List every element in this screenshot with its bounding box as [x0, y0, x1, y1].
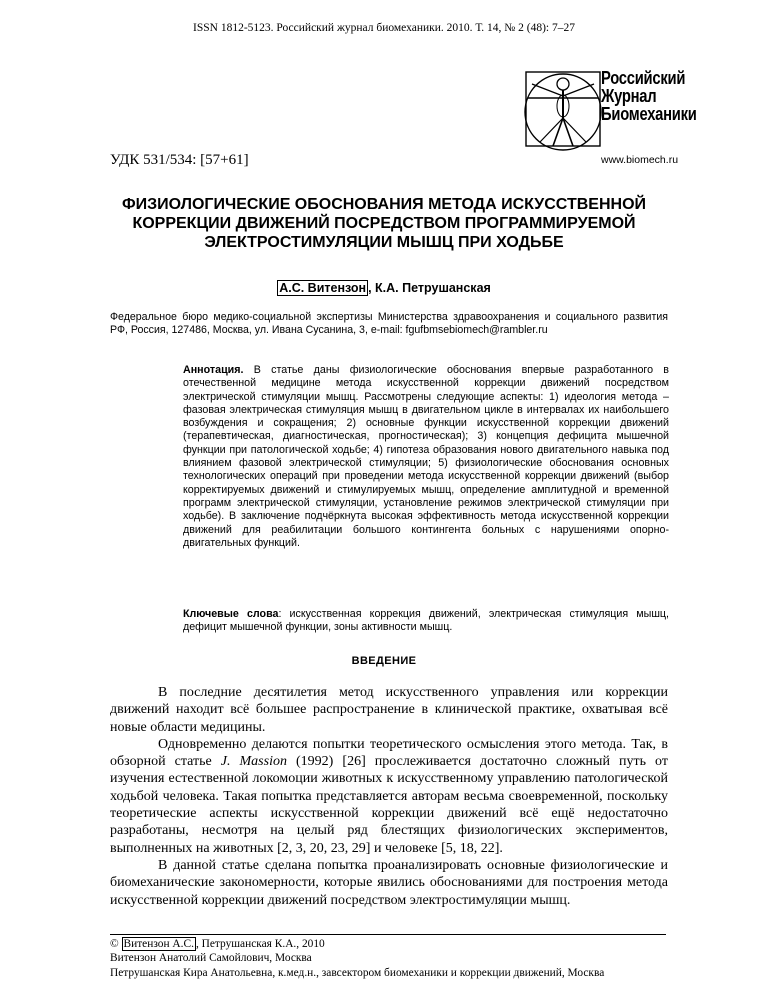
- copyright-rest: , Петрушанская К.А., 2010: [195, 938, 325, 950]
- keywords-text: : искусственная коррекция движений, электрическая стимуляция мышц, дефицит мышечной функции, зоны активности мышц.: [183, 608, 669, 634]
- cited-author: J. Massion: [220, 754, 287, 770]
- journal-logo: [520, 66, 697, 170]
- title-line: ЭЛЕКТРОСТИМУЛЯЦИИ МЫШЦ ПРИ ХОДЬБЕ: [204, 234, 564, 251]
- body-text: [110, 684, 668, 909]
- logo-title-line: Биомеханики: [601, 104, 697, 124]
- footnotes: [110, 937, 710, 980]
- paragraph-text: Одновременно делаются попытки теоретического осмысления этого метода. Так, в обзорной статье: [110, 736, 668, 770]
- paragraph: В данной статье сделана попытка проанализировать основные физиологические и биомеханические закономерности, которые явились обоснованиями для построения метода искусственной коррекции движений посредством электростимуляции мышц.: [110, 857, 668, 908]
- paragraph: [110, 736, 668, 857]
- abstract-label: Аннотация.: [183, 364, 244, 376]
- author-separator: ,: [368, 281, 376, 295]
- article-title: [100, 195, 668, 252]
- copyright-line: [110, 937, 710, 951]
- footnote-line: Петрушанская Кира Анатольевна, к.мед.н., завсектором биомеханики и коррекции движений, Москва: [110, 966, 605, 979]
- logo-title-line: Журнал: [601, 86, 657, 106]
- copyright-symbol: ©: [110, 938, 119, 950]
- affiliation: Федеральное бюро медико-социальной экспертизы Министерства здравоохранения и социального развития РФ, Россия, 127486, Москва, ул. Ивана Сусанина, 3, e-mail: fgufbmsebiomech@rambler.ru: [110, 311, 668, 336]
- paragraph: В последние десятилетия метод искусственного управления или коррекции движений находит всё большее распространение в клинической практике, охватывая всё новые области медицины.: [110, 685, 668, 735]
- logo-title: [601, 69, 697, 123]
- title-line: ФИЗИОЛОГИЧЕСКИЕ ОБОСНОВАНИЯ МЕТОДА ИСКУССТВЕННОЙ: [121, 196, 647, 213]
- abstract-text: В статье даны физиологические обоснования впервые разработанного в отечественной медицине метода искусственной коррекции движений посредством электрической стимуляции мышц. Рассмотрены следующие аспекты: 1) идеология метода – фазовая электрическая стимуляция мышц в двигательном цикле в интервалах их наибольшего возбуждения и сокращения; 2) основные функции искусственной коррекции движений (терапевтическая, диагностическая, прогностическая); 3) концепция дефицита мышечной функции при патологической ходьбе; 4) гипотеза образования нового двигательного навыка под влиянием фазовой электрической стимуляции; 5) физиологические обоснования основных технологических операций при проведении метода искусственной коррекции движений (выбор корректируемых движений и стимулируемых мышц, определение амплитудной и временной программ электрической стимуляции, установление режимов электрической стимуляции при ходьбе). В заключение подчёркнута высокая эффективность метода искусственной коррекции движений для реабилитации большого контингента больных с нарушениями опорно-двигательных функций.: [183, 364, 669, 549]
- keywords-label: Ключевые слова: [183, 608, 279, 620]
- logo-url: www.biomech.ru: [601, 154, 679, 166]
- author-first: А.С. Витензон: [279, 281, 367, 295]
- title-line: КОРРЕКЦИИ ДВИЖЕНИЙ ПОСРЕДСТВОМ ПРОГРАММИРУЕМОЙ: [132, 215, 636, 232]
- authors: [0, 281, 768, 295]
- journal-header: ISSN 1812-5123. Российский журнал биомеханики. 2010. Т. 14, № 2 (48): 7–27: [193, 22, 575, 34]
- author-second: К.А. Петрушанская: [375, 281, 491, 295]
- footnote-divider: [110, 934, 666, 935]
- vitruvian-man-icon: [520, 66, 612, 158]
- footnote-line: Витензон Анатолий Самойлович, Москва: [110, 952, 312, 965]
- logo-title-line: Российский: [601, 68, 686, 88]
- abstract: [183, 364, 669, 550]
- copyright-author: Витензон А.С.: [123, 938, 194, 950]
- keywords: [183, 608, 669, 635]
- paragraph-text: (1992) [26] прослеживается достаточно сложный путь от изучения естественной локомоции животных к искусственному управлению патологической ходьбой человека. Такая попытка представляется авторам весьма своевременной, поскольку теоретические аспекты искусственной коррекции движений всё ещё недостаточно разработаны, несмотря на целый ряд блестящих физиологических экспериментов, выполненных на животных [2, 3, 20, 23, 29] и человеке [5, 18, 22].: [110, 754, 668, 856]
- section-heading: ВВЕДЕНИЕ: [351, 655, 417, 667]
- udk-code: УДК 531/534: [57+61]: [110, 152, 249, 168]
